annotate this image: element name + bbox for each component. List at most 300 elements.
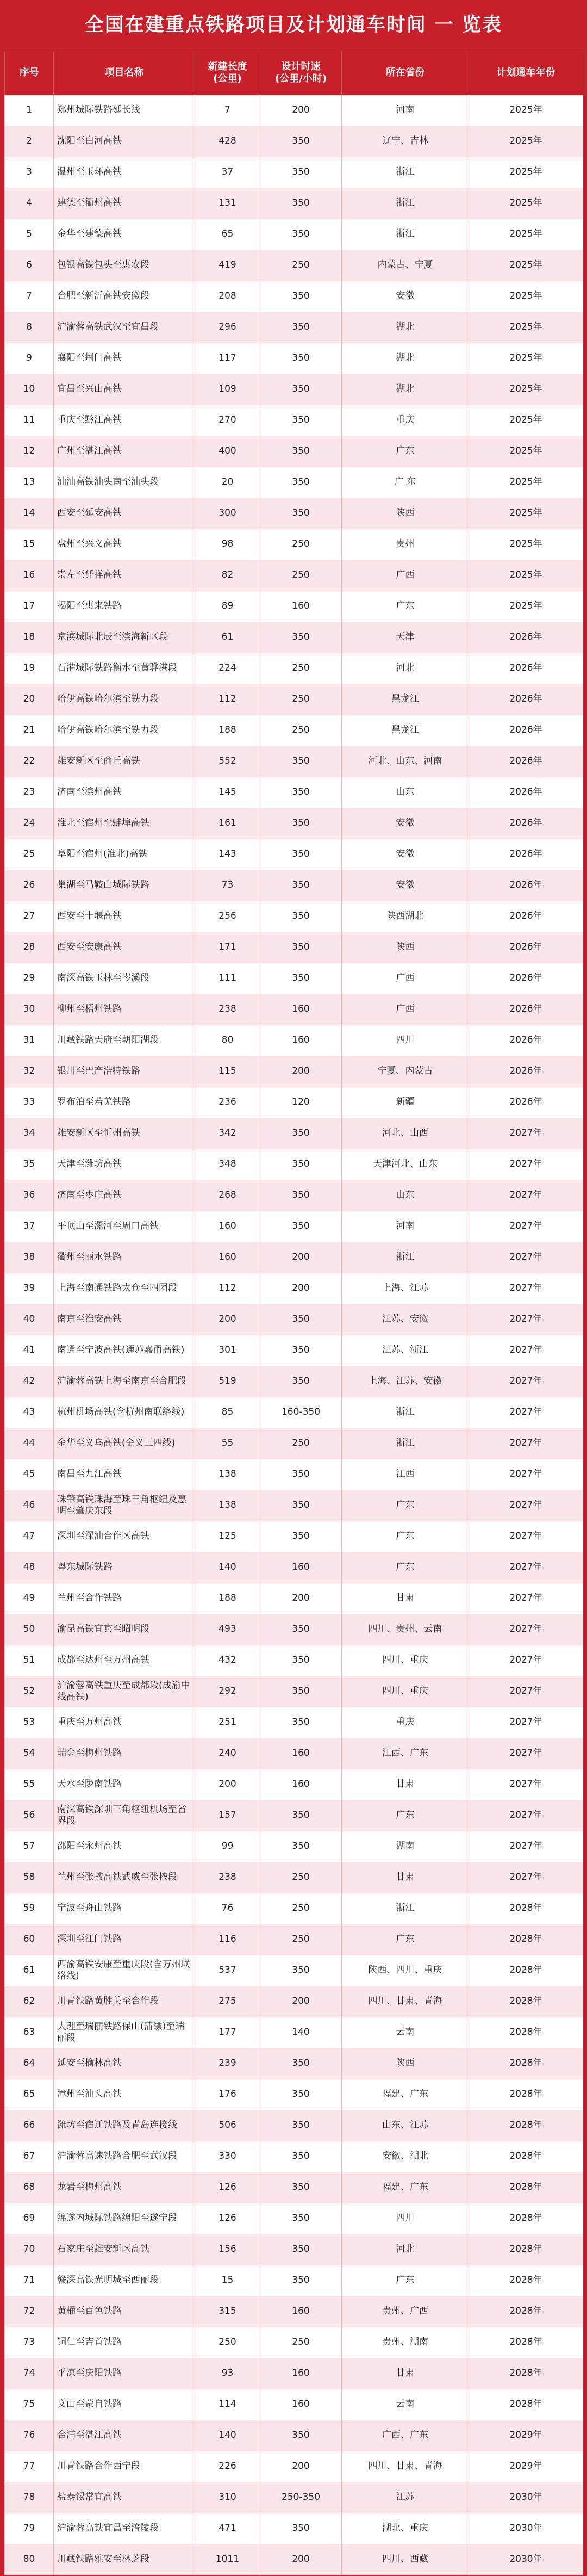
cell-index: 5 (5, 219, 54, 250)
cell-project-name: 天津至潍坊高铁 (54, 1149, 195, 1180)
cell-open-year: 2028年 (469, 2234, 583, 2265)
cell-province: 甘肃 (342, 1583, 469, 1614)
cell-open-year: 2026年 (469, 1025, 583, 1056)
cell-open-year: 2025年 (469, 188, 583, 219)
cell-index: 25 (5, 839, 54, 870)
cell-speed: 350 (260, 374, 342, 405)
cell-project-name: 宜昌至兴山高铁 (54, 374, 195, 405)
cell-speed: 250-350 (260, 2482, 342, 2513)
cell-project-name: 襄阳至荆门高铁 (54, 343, 195, 374)
cell-speed: 350 (260, 2079, 342, 2110)
cell-index: 7 (5, 281, 54, 312)
cell-project-name: 揭阳至惠来铁路 (54, 591, 195, 622)
cell-length: 330 (195, 2141, 260, 2172)
table-row (5, 1707, 583, 1738)
table-row (5, 2296, 583, 2327)
cell-speed: 250 (260, 653, 342, 684)
cell-index: 19 (5, 653, 54, 684)
cell-speed: 160-350 (260, 1397, 342, 1428)
cell-index: 16 (5, 560, 54, 591)
cell-province: 浙江 (342, 1428, 469, 1459)
cell-speed: 250 (260, 1428, 342, 1459)
cell-project-name: 盐泰锡常宜高铁 (54, 2482, 195, 2513)
table-row (5, 2048, 583, 2079)
cell-index: 23 (5, 777, 54, 808)
cell-project-name: 平顶山至漯河至周口高铁 (54, 1211, 195, 1242)
table-row (5, 95, 583, 126)
table-row (5, 1304, 583, 1335)
cell-speed: 160 (260, 1738, 342, 1769)
cell-speed: 160 (260, 2296, 342, 2327)
cell-project-name: 渝昆高铁宜宾至昭明段 (54, 1614, 195, 1645)
cell-speed: 140 (260, 2017, 342, 2048)
cell-speed: 200 (260, 95, 342, 126)
cell-open-year: 2025年 (469, 498, 583, 529)
cell-project-name: 雄安新区至商丘高铁 (54, 746, 195, 777)
cell-length: 419 (195, 250, 260, 281)
cell-project-name: 罗布泊至若羌铁路 (54, 1087, 195, 1118)
cell-index: 46 (5, 1490, 54, 1521)
cell-index: 64 (5, 2048, 54, 2079)
cell-index: 73 (5, 2327, 54, 2358)
header-project-name: 项目名称 (54, 51, 195, 95)
table-row (5, 2234, 583, 2265)
cell-length: 537 (195, 1955, 260, 1986)
cell-length: 188 (195, 715, 260, 746)
cell-open-year: 2026年 (469, 715, 583, 746)
table-row (5, 2203, 583, 2234)
cell-province: 山东 (342, 777, 469, 808)
table-row (5, 2544, 583, 2576)
cell-open-year: 2025年 (469, 343, 583, 374)
cell-length: 177 (195, 2017, 260, 2048)
cell-index: 57 (5, 1831, 54, 1862)
cell-length: 251 (195, 1707, 260, 1738)
cell-speed: 160 (260, 1769, 342, 1800)
cell-index: 60 (5, 1924, 54, 1955)
cell-province: 四川 (342, 1025, 469, 1056)
cell-open-year: 2027年 (469, 1459, 583, 1490)
cell-index: 47 (5, 1521, 54, 1552)
table-row (5, 1273, 583, 1304)
cell-province: 陕西湖北 (342, 901, 469, 932)
cell-open-year: 2028年 (469, 2048, 583, 2079)
cell-province: 广西 (342, 963, 469, 994)
cell-province: 陕西 (342, 498, 469, 529)
cell-speed: 250 (260, 560, 342, 591)
cell-province: 广东 (342, 1924, 469, 1955)
cell-index: 43 (5, 1397, 54, 1428)
cell-project-name: 成都至达州至万州高铁 (54, 1645, 195, 1676)
cell-project-name: 盘州至兴义高铁 (54, 529, 195, 560)
cell-open-year: 2026年 (469, 684, 583, 715)
table-row (5, 529, 583, 560)
cell-index: 35 (5, 1149, 54, 1180)
cell-open-year: 2028年 (469, 2141, 583, 2172)
cell-province: 甘肃 (342, 1862, 469, 1893)
cell-index: 44 (5, 1428, 54, 1459)
cell-project-name: 川藏铁路天府至朝阳湖段 (54, 1025, 195, 1056)
cell-length: 160 (195, 1211, 260, 1242)
cell-open-year: 2027年 (469, 1800, 583, 1831)
cell-speed: 350 (260, 963, 342, 994)
cell-open-year: 2027年 (469, 1707, 583, 1738)
cell-project-name: 银川至巴产浩特铁路 (54, 1056, 195, 1087)
cell-index: 51 (5, 1645, 54, 1676)
cell-length: 200 (195, 1769, 260, 1800)
cell-open-year: 2027年 (469, 1242, 583, 1273)
cell-index: 76 (5, 2420, 54, 2451)
cell-project-name: 合肥至新沂高铁安徽段 (54, 281, 195, 312)
cell-speed: 250 (260, 684, 342, 715)
cell-project-name: 漳州至汕头高铁 (54, 2079, 195, 2110)
table-row (5, 1056, 583, 1087)
cell-length: 270 (195, 405, 260, 436)
table-row (5, 932, 583, 963)
cell-province: 江西、广东 (342, 1738, 469, 1769)
cell-length: 140 (195, 2420, 260, 2451)
cell-open-year: 2027年 (469, 1180, 583, 1211)
cell-index: 79 (5, 2513, 54, 2544)
cell-speed: 350 (260, 1459, 342, 1490)
table-row (5, 963, 583, 994)
cell-open-year: 2026年 (469, 994, 583, 1025)
cell-speed: 160 (260, 1552, 342, 1583)
cell-index: 11 (5, 405, 54, 436)
cell-project-name: 金华至义乌高铁(金义三四线) (54, 1428, 195, 1459)
cell-province: 甘肃 (342, 1769, 469, 1800)
cell-length: 125 (195, 1521, 260, 1552)
cell-project-name: 兰州至合作铁路 (54, 1583, 195, 1614)
cell-speed: 250 (260, 1893, 342, 1924)
cell-index: 4 (5, 188, 54, 219)
cell-project-name: 雄安新区至忻州高铁 (54, 1118, 195, 1149)
cell-open-year: 2025年 (469, 250, 583, 281)
cell-province: 上海、江苏、安徽 (342, 1366, 469, 1397)
cell-index: 71 (5, 2265, 54, 2296)
table-row (5, 1676, 583, 1707)
cell-index: 2 (5, 126, 54, 157)
cell-project-name: 沈阳至白河高铁 (54, 126, 195, 157)
cell-length: 236 (195, 1087, 260, 1118)
cell-speed: 350 (260, 1645, 342, 1676)
table-row (5, 1583, 583, 1614)
cell-index: 66 (5, 2110, 54, 2141)
cell-speed: 350 (260, 1335, 342, 1366)
cell-project-name: 川藏铁路雅安至林芝段 (54, 2544, 195, 2576)
cell-length: 176 (195, 2079, 260, 2110)
cell-project-name: 济南至枣庄高铁 (54, 1180, 195, 1211)
cell-speed: 200 (260, 1583, 342, 1614)
cell-project-name: 建德至衢州高铁 (54, 188, 195, 219)
cell-index: 48 (5, 1552, 54, 1583)
cell-open-year: 2026年 (469, 963, 583, 994)
cell-province: 四川、西藏 (342, 2544, 469, 2576)
cell-speed: 350 (260, 157, 342, 188)
cell-length: 80 (195, 1025, 260, 1056)
cell-open-year: 2027年 (469, 1490, 583, 1521)
cell-speed: 350 (260, 1180, 342, 1211)
cell-length: 82 (195, 560, 260, 591)
cell-province: 浙江 (342, 1397, 469, 1428)
cell-length: 275 (195, 1986, 260, 2017)
cell-index: 50 (5, 1614, 54, 1645)
cell-speed: 350 (260, 932, 342, 963)
cell-length: 145 (195, 777, 260, 808)
table-header-row (5, 51, 583, 95)
cell-index: 10 (5, 374, 54, 405)
cell-project-name: 粤东城际铁路 (54, 1552, 195, 1583)
cell-length: 140 (195, 1552, 260, 1583)
cell-speed: 350 (260, 1366, 342, 1397)
table-row (5, 1862, 583, 1893)
table-row (5, 1025, 583, 1056)
cell-length: 188 (195, 1583, 260, 1614)
cell-open-year: 2025年 (469, 219, 583, 250)
cell-length: 85 (195, 1397, 260, 1428)
table-row (5, 250, 583, 281)
cell-length: 268 (195, 1180, 260, 1211)
cell-index: 3 (5, 157, 54, 188)
cell-open-year: 2026年 (469, 622, 583, 653)
cell-speed: 250 (260, 529, 342, 560)
cell-length: 310 (195, 2482, 260, 2513)
cell-index: 45 (5, 1459, 54, 1490)
cell-length: 138 (195, 1490, 260, 1521)
table-row (5, 2513, 583, 2544)
cell-index: 68 (5, 2172, 54, 2203)
cell-open-year: 2025年 (469, 560, 583, 591)
table-row (5, 498, 583, 529)
cell-speed: 350 (260, 1149, 342, 1180)
cell-project-name: 南深高铁玉林至岑溪段 (54, 963, 195, 994)
cell-project-name: 潍坊至宿迁铁路及青岛连接线 (54, 2110, 195, 2141)
cell-length: 15 (195, 2265, 260, 2296)
cell-province: 浙江 (342, 1893, 469, 1924)
cell-speed: 250 (260, 250, 342, 281)
cell-province: 广东 (342, 1552, 469, 1583)
cell-length: 89 (195, 591, 260, 622)
cell-project-name: 西安至安康高铁 (54, 932, 195, 963)
table-row (5, 2172, 583, 2203)
cell-project-name: 瑞金至梅州铁路 (54, 1738, 195, 1769)
cell-province: 四川、甘肃、青海 (342, 1986, 469, 2017)
cell-index: 18 (5, 622, 54, 653)
cell-project-name: 西渝高铁安康至重庆段(含万州联络线) (54, 1955, 195, 1986)
cell-province: 湖南 (342, 1831, 469, 1862)
cell-project-name: 沪渝蓉高铁武汉至宜昌段 (54, 312, 195, 343)
cell-open-year: 2027年 (469, 1552, 583, 1583)
cell-speed: 350 (260, 2110, 342, 2141)
cell-open-year: 2030年 (469, 2544, 583, 2576)
cell-speed: 350 (260, 1800, 342, 1831)
table-row (5, 467, 583, 498)
cell-province: 四川、贵州、云南 (342, 1614, 469, 1645)
cell-province: 江苏、浙江 (342, 1335, 469, 1366)
cell-project-name: 龙岩至梅州高铁 (54, 2172, 195, 2203)
cell-project-name: 汕汕高铁汕头南至汕头段 (54, 467, 195, 498)
table-row (5, 622, 583, 653)
cell-index: 1 (5, 95, 54, 126)
cell-index: 29 (5, 963, 54, 994)
cell-speed: 350 (260, 436, 342, 467)
cell-open-year: 2028年 (469, 2079, 583, 2110)
cell-open-year: 2028年 (469, 2296, 583, 2327)
cell-length: 93 (195, 2358, 260, 2389)
cell-length: 116 (195, 1924, 260, 1955)
cell-province: 河北、山东、河南 (342, 746, 469, 777)
table-row (5, 1459, 583, 1490)
cell-province: 山东 (342, 1180, 469, 1211)
cell-length: 109 (195, 374, 260, 405)
table-body (5, 95, 583, 2576)
cell-province: 安徽 (342, 870, 469, 901)
table-row (5, 746, 583, 777)
cell-province: 浙江 (342, 219, 469, 250)
cell-open-year: 2027年 (469, 1149, 583, 1180)
cell-speed: 350 (260, 746, 342, 777)
cell-index: 65 (5, 2079, 54, 2110)
table-row (5, 2017, 583, 2048)
table-row (5, 188, 583, 219)
cell-open-year: 2028年 (469, 1955, 583, 1986)
cell-speed: 160 (260, 591, 342, 622)
cell-speed: 160 (260, 994, 342, 1025)
cell-open-year: 2027年 (469, 1862, 583, 1893)
cell-project-name: 重庆至黔江高铁 (54, 405, 195, 436)
cell-province: 湖北 (342, 312, 469, 343)
cell-province: 甘肃 (342, 2358, 469, 2389)
cell-province: 贵州、湖南 (342, 2327, 469, 2358)
cell-province: 天津 (342, 622, 469, 653)
cell-project-name: 绵遂内城际铁路绵阳至遂宁段 (54, 2203, 195, 2234)
cell-open-year: 2026年 (469, 1056, 583, 1087)
cell-speed: 160 (260, 2389, 342, 2420)
cell-province: 内蒙古、宁夏 (342, 250, 469, 281)
cell-index: 38 (5, 1242, 54, 1273)
cell-project-name: 柳州至梧州铁路 (54, 994, 195, 1025)
cell-province: 河北 (342, 2234, 469, 2265)
cell-speed: 200 (260, 2544, 342, 2576)
cell-index: 33 (5, 1087, 54, 1118)
table-row (5, 2141, 583, 2172)
cell-index: 53 (5, 1707, 54, 1738)
cell-speed: 350 (260, 2172, 342, 2203)
cell-speed: 120 (260, 1087, 342, 1118)
cell-province: 江苏 (342, 2482, 469, 2513)
cell-open-year: 2027年 (469, 1831, 583, 1862)
cell-project-name: 沪渝蓉高铁宜昌至涪陵段 (54, 2513, 195, 2544)
cell-province: 广西 (342, 994, 469, 1025)
cell-project-name: 阜阳至宿州(淮北)高铁 (54, 839, 195, 870)
cell-length: 157 (195, 1800, 260, 1831)
cell-open-year: 2027年 (469, 1211, 583, 1242)
cell-province: 湖北、重庆 (342, 2513, 469, 2544)
cell-length: 315 (195, 2296, 260, 2327)
cell-province: 广东 (342, 1800, 469, 1831)
cell-length: 117 (195, 343, 260, 374)
cell-project-name: 南深高铁深圳三角枢纽机场至省界段 (54, 1800, 195, 1831)
cell-project-name: 温州至玉环高铁 (54, 157, 195, 188)
table-row (5, 653, 583, 684)
cell-length: 171 (195, 932, 260, 963)
cell-project-name: 郑州城际铁路延长线 (54, 95, 195, 126)
cell-province: 辽宁、吉林 (342, 126, 469, 157)
cell-province: 安徽 (342, 281, 469, 312)
cell-project-name: 哈伊高铁哈尔滨至铁力段 (54, 715, 195, 746)
cell-province: 广东 (342, 2265, 469, 2296)
cell-length: 256 (195, 901, 260, 932)
table-row (5, 1087, 583, 1118)
header-open-year: 计划通车年份 (469, 51, 583, 95)
table-row (5, 1645, 583, 1676)
cell-length: 506 (195, 2110, 260, 2141)
cell-index: 13 (5, 467, 54, 498)
table-row (5, 1397, 583, 1428)
cell-speed: 350 (260, 2234, 342, 2265)
cell-index: 15 (5, 529, 54, 560)
cell-project-name: 包银高铁包头至惠农段 (54, 250, 195, 281)
cell-speed: 350 (260, 1211, 342, 1242)
cell-length: 156 (195, 2234, 260, 2265)
cell-length: 55 (195, 1428, 260, 1459)
table-row (5, 684, 583, 715)
cell-open-year: 2026年 (469, 1087, 583, 1118)
cell-project-name: 南昌至九江高铁 (54, 1459, 195, 1490)
cell-length: 160 (195, 1242, 260, 1273)
cell-index: 30 (5, 994, 54, 1025)
cell-open-year: 2029年 (469, 2451, 583, 2482)
cell-index: 49 (5, 1583, 54, 1614)
cell-length: 519 (195, 1366, 260, 1397)
cell-open-year: 2025年 (469, 126, 583, 157)
cell-project-name: 文山至蒙自铁路 (54, 2389, 195, 2420)
cell-open-year: 2025年 (469, 95, 583, 126)
cell-province: 云南 (342, 2389, 469, 2420)
cell-province: 四川 (342, 2203, 469, 2234)
cell-length: 493 (195, 1614, 260, 1645)
cell-length: 7 (195, 95, 260, 126)
cell-province: 河北 (342, 653, 469, 684)
cell-province: 陕西、四川、重庆 (342, 1955, 469, 1986)
cell-open-year: 2026年 (469, 746, 583, 777)
cell-province: 四川、重庆 (342, 1676, 469, 1707)
cell-speed: 350 (260, 1490, 342, 1521)
page-title: 全国在建重点铁路项目及计划通车时间 一 览表 (84, 14, 503, 36)
cell-project-name: 京滨城际北辰至滨海新区段 (54, 622, 195, 653)
table-row (5, 2110, 583, 2141)
cell-index: 54 (5, 1738, 54, 1769)
cell-province: 安徽 (342, 808, 469, 839)
table-row (5, 2420, 583, 2451)
cell-speed: 350 (260, 2203, 342, 2234)
cell-speed: 350 (260, 1831, 342, 1862)
table-row (5, 591, 583, 622)
cell-open-year: 2027年 (469, 1738, 583, 1769)
table-row (5, 1552, 583, 1583)
cell-index: 80 (5, 2544, 54, 2576)
cell-province: 浙江 (342, 188, 469, 219)
table-row (5, 1521, 583, 1552)
cell-index: 40 (5, 1304, 54, 1335)
cell-index: 21 (5, 715, 54, 746)
cell-project-name: 沪渝蓉高铁上海至南京至合肥段 (54, 1366, 195, 1397)
cell-project-name: 赣深高铁光明城至西丽段 (54, 2265, 195, 2296)
table-row (5, 1490, 583, 1521)
cell-project-name: 延安至榆林高铁 (54, 2048, 195, 2079)
cell-speed: 200 (260, 1242, 342, 1273)
cell-province: 河北、山西 (342, 1118, 469, 1149)
